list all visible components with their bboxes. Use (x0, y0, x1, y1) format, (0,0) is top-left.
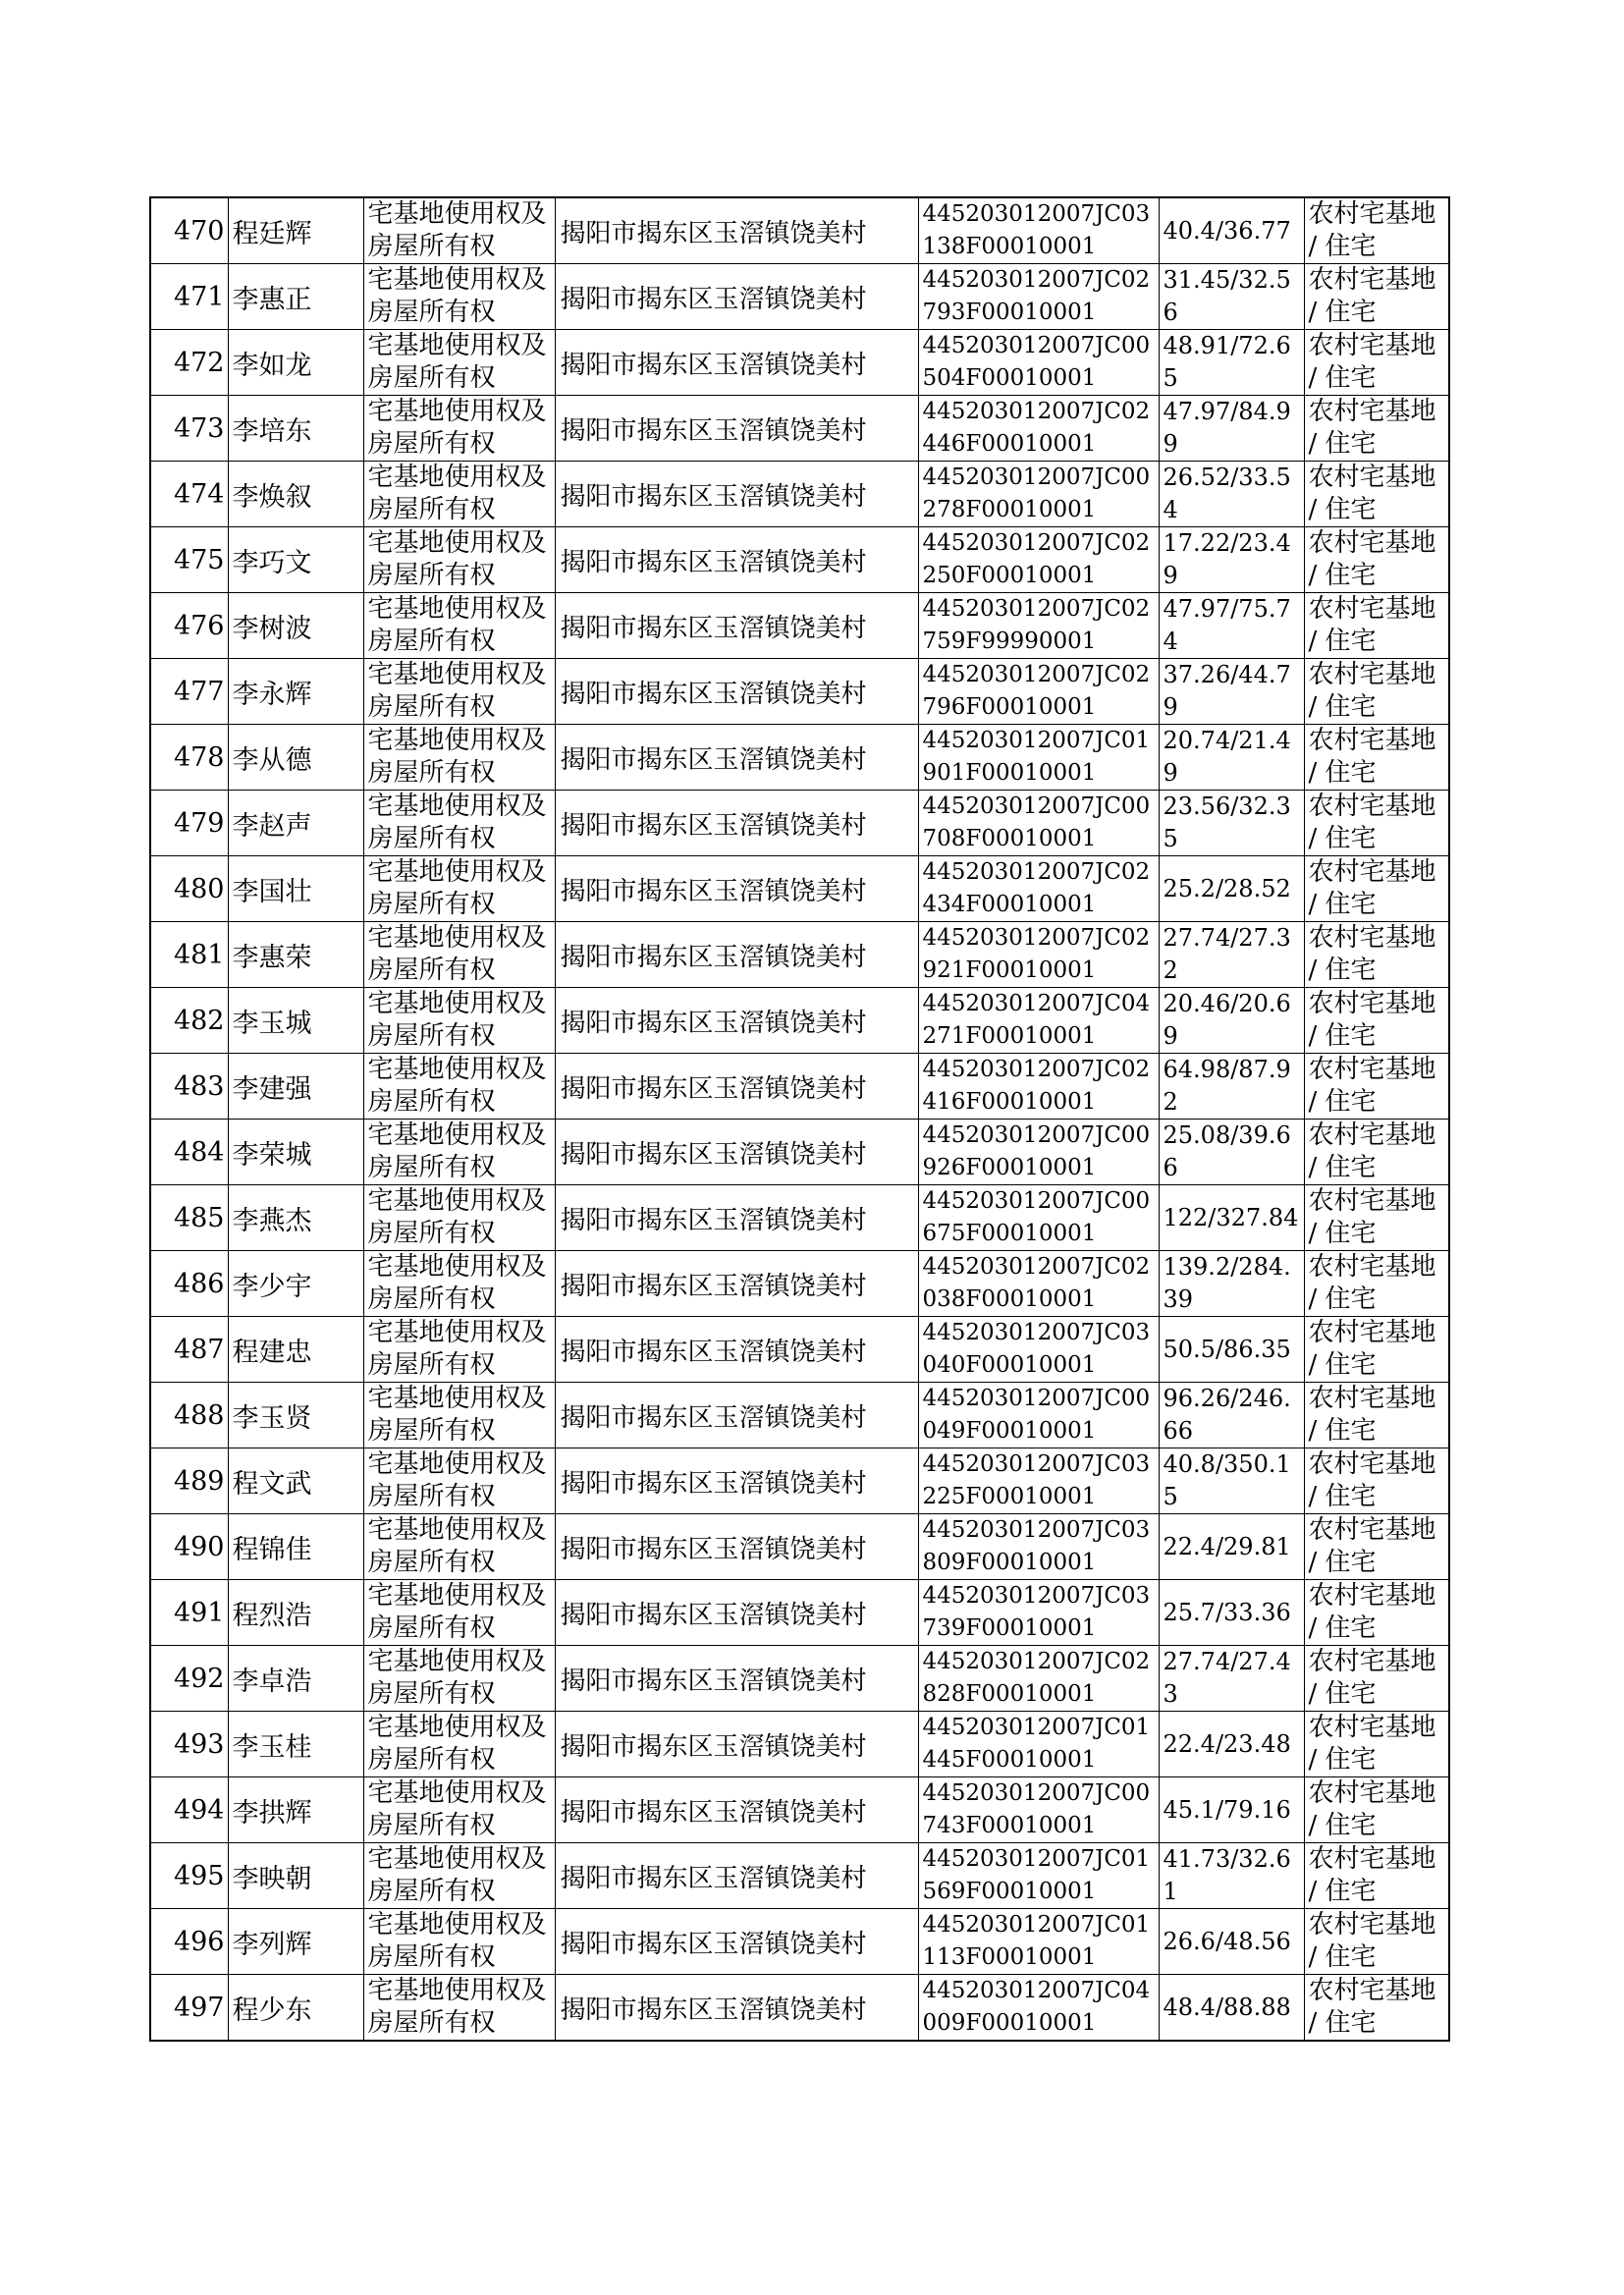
table-row (150, 1251, 1449, 1317)
property-address: 揭阳市揭东区玉滘镇饶美村 (555, 1580, 918, 1646)
table-row (150, 1054, 1449, 1120)
row-number: 483 (150, 1054, 228, 1120)
property-address: 揭阳市揭东区玉滘镇饶美村 (555, 856, 918, 922)
land-use: 农村宅基地 / 住宅 (1304, 922, 1449, 988)
unit-code: 445203012007JC03040F00010001 (918, 1317, 1159, 1383)
land-use: 农村宅基地 / 住宅 (1304, 1514, 1449, 1580)
land-use: 农村宅基地 / 住宅 (1304, 1120, 1449, 1185)
area-value: 26.52/33.54 (1159, 462, 1304, 527)
table-row (150, 1383, 1449, 1448)
land-use: 农村宅基地 / 住宅 (1304, 462, 1449, 527)
area-value: 41.73/32.61 (1159, 1843, 1304, 1909)
right-type: 宅基地使用权及房屋所有权 (363, 791, 555, 856)
area-value: 22.4/23.48 (1159, 1712, 1304, 1777)
land-use: 农村宅基地 / 住宅 (1304, 1054, 1449, 1120)
property-address: 揭阳市揭东区玉滘镇饶美村 (555, 1975, 918, 2042)
owner-name: 李映朝 (228, 1843, 363, 1909)
right-type: 宅基地使用权及房屋所有权 (363, 396, 555, 462)
unit-code: 445203012007JC02793F00010001 (918, 264, 1159, 330)
area-value: 122/327.84 (1159, 1185, 1304, 1251)
owner-name: 李建强 (228, 1054, 363, 1120)
unit-code: 445203012007JC01445F00010001 (918, 1712, 1159, 1777)
property-address: 揭阳市揭东区玉滘镇饶美村 (555, 725, 918, 791)
right-type: 宅基地使用权及房屋所有权 (363, 1514, 555, 1580)
area-value: 96.26/246.66 (1159, 1383, 1304, 1448)
row-number: 487 (150, 1317, 228, 1383)
row-number: 476 (150, 593, 228, 659)
row-number: 493 (150, 1712, 228, 1777)
right-type: 宅基地使用权及房屋所有权 (363, 1909, 555, 1975)
unit-code: 445203012007JC00926F00010001 (918, 1120, 1159, 1185)
property-register-table (149, 196, 1450, 2042)
right-type: 宅基地使用权及房屋所有权 (363, 988, 555, 1054)
unit-code: 445203012007JC02434F00010001 (918, 856, 1159, 922)
row-number: 489 (150, 1448, 228, 1514)
row-number: 471 (150, 264, 228, 330)
row-number: 488 (150, 1383, 228, 1448)
row-number: 494 (150, 1777, 228, 1843)
area-value: 20.46/20.69 (1159, 988, 1304, 1054)
unit-code: 445203012007JC00504F00010001 (918, 330, 1159, 396)
land-use: 农村宅基地 / 住宅 (1304, 1448, 1449, 1514)
right-type: 宅基地使用权及房屋所有权 (363, 659, 555, 725)
right-type: 宅基地使用权及房屋所有权 (363, 197, 555, 264)
table-row (150, 1317, 1449, 1383)
property-address: 揭阳市揭东区玉滘镇饶美村 (555, 1185, 918, 1251)
area-value: 31.45/32.56 (1159, 264, 1304, 330)
land-use: 农村宅基地 / 住宅 (1304, 197, 1449, 264)
table-row (150, 593, 1449, 659)
property-address: 揭阳市揭东区玉滘镇饶美村 (555, 1448, 918, 1514)
owner-name: 李卓浩 (228, 1646, 363, 1712)
right-type: 宅基地使用权及房屋所有权 (363, 1975, 555, 2042)
land-use: 农村宅基地 / 住宅 (1304, 1383, 1449, 1448)
unit-code: 445203012007JC04009F00010001 (918, 1975, 1159, 2042)
row-number: 480 (150, 856, 228, 922)
owner-name: 李玉城 (228, 988, 363, 1054)
property-address: 揭阳市揭东区玉滘镇饶美村 (555, 1514, 918, 1580)
property-address: 揭阳市揭东区玉滘镇饶美村 (555, 396, 918, 462)
table-row (150, 396, 1449, 462)
property-address: 揭阳市揭东区玉滘镇饶美村 (555, 922, 918, 988)
land-use: 农村宅基地 / 住宅 (1304, 1975, 1449, 2042)
land-use: 农村宅基地 / 住宅 (1304, 1185, 1449, 1251)
right-type: 宅基地使用权及房屋所有权 (363, 462, 555, 527)
unit-code: 445203012007JC02796F00010001 (918, 659, 1159, 725)
area-value: 25.08/39.66 (1159, 1120, 1304, 1185)
area-value: 25.7/33.36 (1159, 1580, 1304, 1646)
land-use: 农村宅基地 / 住宅 (1304, 791, 1449, 856)
owner-name: 李列辉 (228, 1909, 363, 1975)
row-number: 470 (150, 197, 228, 264)
right-type: 宅基地使用权及房屋所有权 (363, 922, 555, 988)
unit-code: 445203012007JC03225F00010001 (918, 1448, 1159, 1514)
table-row (150, 1580, 1449, 1646)
property-address: 揭阳市揭东区玉滘镇饶美村 (555, 1317, 918, 1383)
owner-name: 李燕杰 (228, 1185, 363, 1251)
area-value: 48.4/88.88 (1159, 1975, 1304, 2042)
owner-name: 李永辉 (228, 659, 363, 725)
row-number: 481 (150, 922, 228, 988)
property-address: 揭阳市揭东区玉滘镇饶美村 (555, 527, 918, 593)
owner-name: 李少宇 (228, 1251, 363, 1317)
owner-name: 李惠荣 (228, 922, 363, 988)
right-type: 宅基地使用权及房屋所有权 (363, 1580, 555, 1646)
table-row (150, 1975, 1449, 2042)
right-type: 宅基地使用权及房屋所有权 (363, 1777, 555, 1843)
row-number: 477 (150, 659, 228, 725)
land-use: 农村宅基地 / 住宅 (1304, 659, 1449, 725)
table-row (150, 659, 1449, 725)
area-value: 37.26/44.79 (1159, 659, 1304, 725)
area-value: 50.5/86.35 (1159, 1317, 1304, 1383)
owner-name: 李拱辉 (228, 1777, 363, 1843)
land-use: 农村宅基地 / 住宅 (1304, 330, 1449, 396)
unit-code: 445203012007JC02416F00010001 (918, 1054, 1159, 1120)
table-row (150, 725, 1449, 791)
property-address: 揭阳市揭东区玉滘镇饶美村 (555, 791, 918, 856)
table-row (150, 856, 1449, 922)
row-number: 478 (150, 725, 228, 791)
area-value: 47.97/75.74 (1159, 593, 1304, 659)
table-row (150, 462, 1449, 527)
land-use: 农村宅基地 / 住宅 (1304, 856, 1449, 922)
land-use: 农村宅基地 / 住宅 (1304, 725, 1449, 791)
land-use: 农村宅基地 / 住宅 (1304, 1646, 1449, 1712)
owner-name: 程烈浩 (228, 1580, 363, 1646)
property-address: 揭阳市揭东区玉滘镇饶美村 (555, 1646, 918, 1712)
row-number: 482 (150, 988, 228, 1054)
unit-code: 445203012007JC01113F00010001 (918, 1909, 1159, 1975)
unit-code: 445203012007JC00675F00010001 (918, 1185, 1159, 1251)
table-row (150, 1777, 1449, 1843)
land-use: 农村宅基地 / 住宅 (1304, 1580, 1449, 1646)
area-value: 64.98/87.92 (1159, 1054, 1304, 1120)
land-use: 农村宅基地 / 住宅 (1304, 527, 1449, 593)
row-number: 485 (150, 1185, 228, 1251)
unit-code: 445203012007JC00278F00010001 (918, 462, 1159, 527)
right-type: 宅基地使用权及房屋所有权 (363, 1054, 555, 1120)
row-number: 484 (150, 1120, 228, 1185)
owner-name: 李玉贤 (228, 1383, 363, 1448)
table-row (150, 1448, 1449, 1514)
unit-code: 445203012007JC03809F00010001 (918, 1514, 1159, 1580)
right-type: 宅基地使用权及房屋所有权 (363, 1317, 555, 1383)
owner-name: 李从德 (228, 725, 363, 791)
land-use: 农村宅基地 / 住宅 (1304, 396, 1449, 462)
property-address: 揭阳市揭东区玉滘镇饶美村 (555, 659, 918, 725)
right-type: 宅基地使用权及房屋所有权 (363, 1120, 555, 1185)
owner-name: 李巧文 (228, 527, 363, 593)
property-address: 揭阳市揭东区玉滘镇饶美村 (555, 1054, 918, 1120)
unit-code: 445203012007JC00708F00010001 (918, 791, 1159, 856)
land-use: 农村宅基地 / 住宅 (1304, 1843, 1449, 1909)
row-number: 474 (150, 462, 228, 527)
row-number: 491 (150, 1580, 228, 1646)
property-address: 揭阳市揭东区玉滘镇饶美村 (555, 462, 918, 527)
property-address: 揭阳市揭东区玉滘镇饶美村 (555, 1909, 918, 1975)
row-number: 492 (150, 1646, 228, 1712)
area-value: 139.2/284.39 (1159, 1251, 1304, 1317)
unit-code: 445203012007JC00049F00010001 (918, 1383, 1159, 1448)
table-row (150, 1843, 1449, 1909)
owner-name: 李赵声 (228, 791, 363, 856)
owner-name: 李焕叙 (228, 462, 363, 527)
unit-code: 445203012007JC02828F00010001 (918, 1646, 1159, 1712)
table-row (150, 1185, 1449, 1251)
owner-name: 李国壮 (228, 856, 363, 922)
row-number: 475 (150, 527, 228, 593)
land-use: 农村宅基地 / 住宅 (1304, 1317, 1449, 1383)
table-row (150, 791, 1449, 856)
row-number: 497 (150, 1975, 228, 2042)
table-row (150, 1514, 1449, 1580)
unit-code: 445203012007JC04271F00010001 (918, 988, 1159, 1054)
unit-code: 445203012007JC00743F00010001 (918, 1777, 1159, 1843)
table-row (150, 197, 1449, 264)
row-number: 473 (150, 396, 228, 462)
land-use: 农村宅基地 / 住宅 (1304, 264, 1449, 330)
unit-code: 445203012007JC03739F00010001 (918, 1580, 1159, 1646)
owner-name: 李荣城 (228, 1120, 363, 1185)
right-type: 宅基地使用权及房屋所有权 (363, 264, 555, 330)
owner-name: 程文武 (228, 1448, 363, 1514)
area-value: 26.6/48.56 (1159, 1909, 1304, 1975)
area-value: 22.4/29.81 (1159, 1514, 1304, 1580)
right-type: 宅基地使用权及房屋所有权 (363, 330, 555, 396)
property-address: 揭阳市揭东区玉滘镇饶美村 (555, 330, 918, 396)
register-body (150, 197, 1449, 2041)
row-number: 490 (150, 1514, 228, 1580)
owner-name: 程少东 (228, 1975, 363, 2042)
row-number: 479 (150, 791, 228, 856)
land-use: 农村宅基地 / 住宅 (1304, 1712, 1449, 1777)
right-type: 宅基地使用权及房屋所有权 (363, 856, 555, 922)
property-address: 揭阳市揭东区玉滘镇饶美村 (555, 1120, 918, 1185)
unit-code: 445203012007JC02038F00010001 (918, 1251, 1159, 1317)
area-value: 40.4/36.77 (1159, 197, 1304, 264)
right-type: 宅基地使用权及房屋所有权 (363, 1383, 555, 1448)
unit-code: 445203012007JC01901F00010001 (918, 725, 1159, 791)
area-value: 20.74/21.49 (1159, 725, 1304, 791)
right-type: 宅基地使用权及房屋所有权 (363, 527, 555, 593)
area-value: 27.74/27.32 (1159, 922, 1304, 988)
land-use: 农村宅基地 / 住宅 (1304, 1251, 1449, 1317)
land-use: 农村宅基地 / 住宅 (1304, 1909, 1449, 1975)
property-address: 揭阳市揭东区玉滘镇饶美村 (555, 1383, 918, 1448)
area-value: 45.1/79.16 (1159, 1777, 1304, 1843)
unit-code: 445203012007JC03138F00010001 (918, 197, 1159, 264)
area-value: 40.8/350.15 (1159, 1448, 1304, 1514)
property-address: 揭阳市揭东区玉滘镇饶美村 (555, 1712, 918, 1777)
unit-code: 445203012007JC02921F00010001 (918, 922, 1159, 988)
table-row (150, 1909, 1449, 1975)
property-address: 揭阳市揭东区玉滘镇饶美村 (555, 593, 918, 659)
property-address: 揭阳市揭东区玉滘镇饶美村 (555, 1251, 918, 1317)
property-address: 揭阳市揭东区玉滘镇饶美村 (555, 1843, 918, 1909)
row-number: 496 (150, 1909, 228, 1975)
row-number: 472 (150, 330, 228, 396)
table-row (150, 1712, 1449, 1777)
area-value: 27.74/27.43 (1159, 1646, 1304, 1712)
area-value: 47.97/84.99 (1159, 396, 1304, 462)
owner-name: 程廷辉 (228, 197, 363, 264)
owner-name: 程锦佳 (228, 1514, 363, 1580)
table-row (150, 527, 1449, 593)
unit-code: 445203012007JC02446F00010001 (918, 396, 1159, 462)
right-type: 宅基地使用权及房屋所有权 (363, 1185, 555, 1251)
area-value: 25.2/28.52 (1159, 856, 1304, 922)
owner-name: 李惠正 (228, 264, 363, 330)
table-row (150, 922, 1449, 988)
owner-name: 李培东 (228, 396, 363, 462)
row-number: 495 (150, 1843, 228, 1909)
property-address: 揭阳市揭东区玉滘镇饶美村 (555, 988, 918, 1054)
right-type: 宅基地使用权及房屋所有权 (363, 1448, 555, 1514)
property-address: 揭阳市揭东区玉滘镇饶美村 (555, 1777, 918, 1843)
right-type: 宅基地使用权及房屋所有权 (363, 1251, 555, 1317)
right-type: 宅基地使用权及房屋所有权 (363, 1843, 555, 1909)
owner-name: 李如龙 (228, 330, 363, 396)
property-address: 揭阳市揭东区玉滘镇饶美村 (555, 264, 918, 330)
table-row (150, 330, 1449, 396)
unit-code: 445203012007JC02759F99990001 (918, 593, 1159, 659)
unit-code: 445203012007JC01569F00010001 (918, 1843, 1159, 1909)
right-type: 宅基地使用权及房屋所有权 (363, 725, 555, 791)
land-use: 农村宅基地 / 住宅 (1304, 593, 1449, 659)
owner-name: 李树波 (228, 593, 363, 659)
area-value: 48.91/72.65 (1159, 330, 1304, 396)
table-row (150, 264, 1449, 330)
unit-code: 445203012007JC02250F00010001 (918, 527, 1159, 593)
area-value: 23.56/32.35 (1159, 791, 1304, 856)
table-row (150, 1646, 1449, 1712)
owner-name: 李玉桂 (228, 1712, 363, 1777)
area-value: 17.22/23.49 (1159, 527, 1304, 593)
owner-name: 程建忠 (228, 1317, 363, 1383)
right-type: 宅基地使用权及房屋所有权 (363, 593, 555, 659)
table-row (150, 1120, 1449, 1185)
land-use: 农村宅基地 / 住宅 (1304, 988, 1449, 1054)
right-type: 宅基地使用权及房屋所有权 (363, 1646, 555, 1712)
land-use: 农村宅基地 / 住宅 (1304, 1777, 1449, 1843)
property-address: 揭阳市揭东区玉滘镇饶美村 (555, 197, 918, 264)
row-number: 486 (150, 1251, 228, 1317)
right-type: 宅基地使用权及房屋所有权 (363, 1712, 555, 1777)
table-row (150, 988, 1449, 1054)
